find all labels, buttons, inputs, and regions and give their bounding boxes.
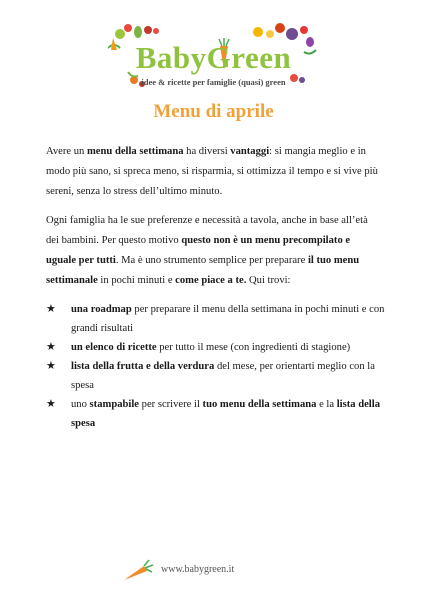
website-link[interactable]: www.babygreen.it	[161, 564, 235, 575]
bold-text: vantaggi	[230, 146, 270, 157]
bold-text: questo non è un menu precompilato e uguale per tutti	[46, 235, 351, 266]
text: : si mangia meglio e in modo più sano, si spreca meno, si risparmia, si ottimizza il tempo e si vive più sereni, senza lo stress dell’ultimo minuto.	[46, 146, 378, 197]
bold-text: lista della spesa	[71, 399, 380, 429]
list-item	[46, 338, 386, 357]
text: . Ma è uno strumento semplice per preparare	[115, 255, 308, 266]
text: uno	[71, 399, 90, 410]
description-paragraph	[46, 211, 382, 291]
text: in pochi minuti e	[97, 275, 176, 286]
bold-text: come piace a te.	[175, 275, 247, 286]
carrot-icon	[120, 558, 156, 584]
text: del mese, per orientarti meglio con la spesa	[71, 361, 375, 391]
star-bullet-icon: ★	[46, 303, 56, 315]
intro-paragraph	[46, 142, 382, 202]
list-item	[46, 300, 386, 338]
bold-text: un elenco di ricette	[71, 342, 157, 353]
star-bullet-icon: ★	[46, 360, 56, 372]
text: per scrivere il	[139, 399, 203, 410]
bold-text: una roadmap	[71, 304, 132, 315]
bold-text: stampabile	[89, 399, 139, 410]
text: e la	[316, 399, 337, 410]
contents-list	[46, 300, 386, 433]
bold-text: il tuo menu settimanale	[46, 255, 360, 286]
brand-tagline: idee & ricette per famiglie (quasi) green	[141, 77, 286, 87]
text: Qui trovi:	[246, 275, 291, 286]
bold-text: menu della settimana	[86, 146, 184, 157]
brand-logo-text: BabyGreen	[135, 40, 292, 75]
list-item	[46, 395, 386, 433]
text: Avere un	[46, 146, 87, 157]
text: per tutto il mese (con ingredienti di stagione)	[156, 342, 351, 353]
list-item	[46, 357, 386, 395]
footer	[0, 556, 427, 586]
bold-text: lista della frutta e della verdura	[71, 361, 215, 372]
bold-text: tuo menu della settimana	[202, 399, 317, 410]
page-title: Menu di aprile	[153, 101, 274, 122]
star-bullet-icon: ★	[46, 341, 56, 353]
text: per preparare il menu della settimana in pochi minuti e con grandi risultati	[71, 304, 385, 334]
text: Ogni famiglia ha le sue preferenze e necessità a tavola, anche in base all’età dei bambini. Per questo motivo	[46, 215, 368, 246]
star-bullet-icon: ★	[46, 398, 56, 410]
header	[0, 18, 427, 98]
text: ha diversi	[183, 146, 231, 157]
